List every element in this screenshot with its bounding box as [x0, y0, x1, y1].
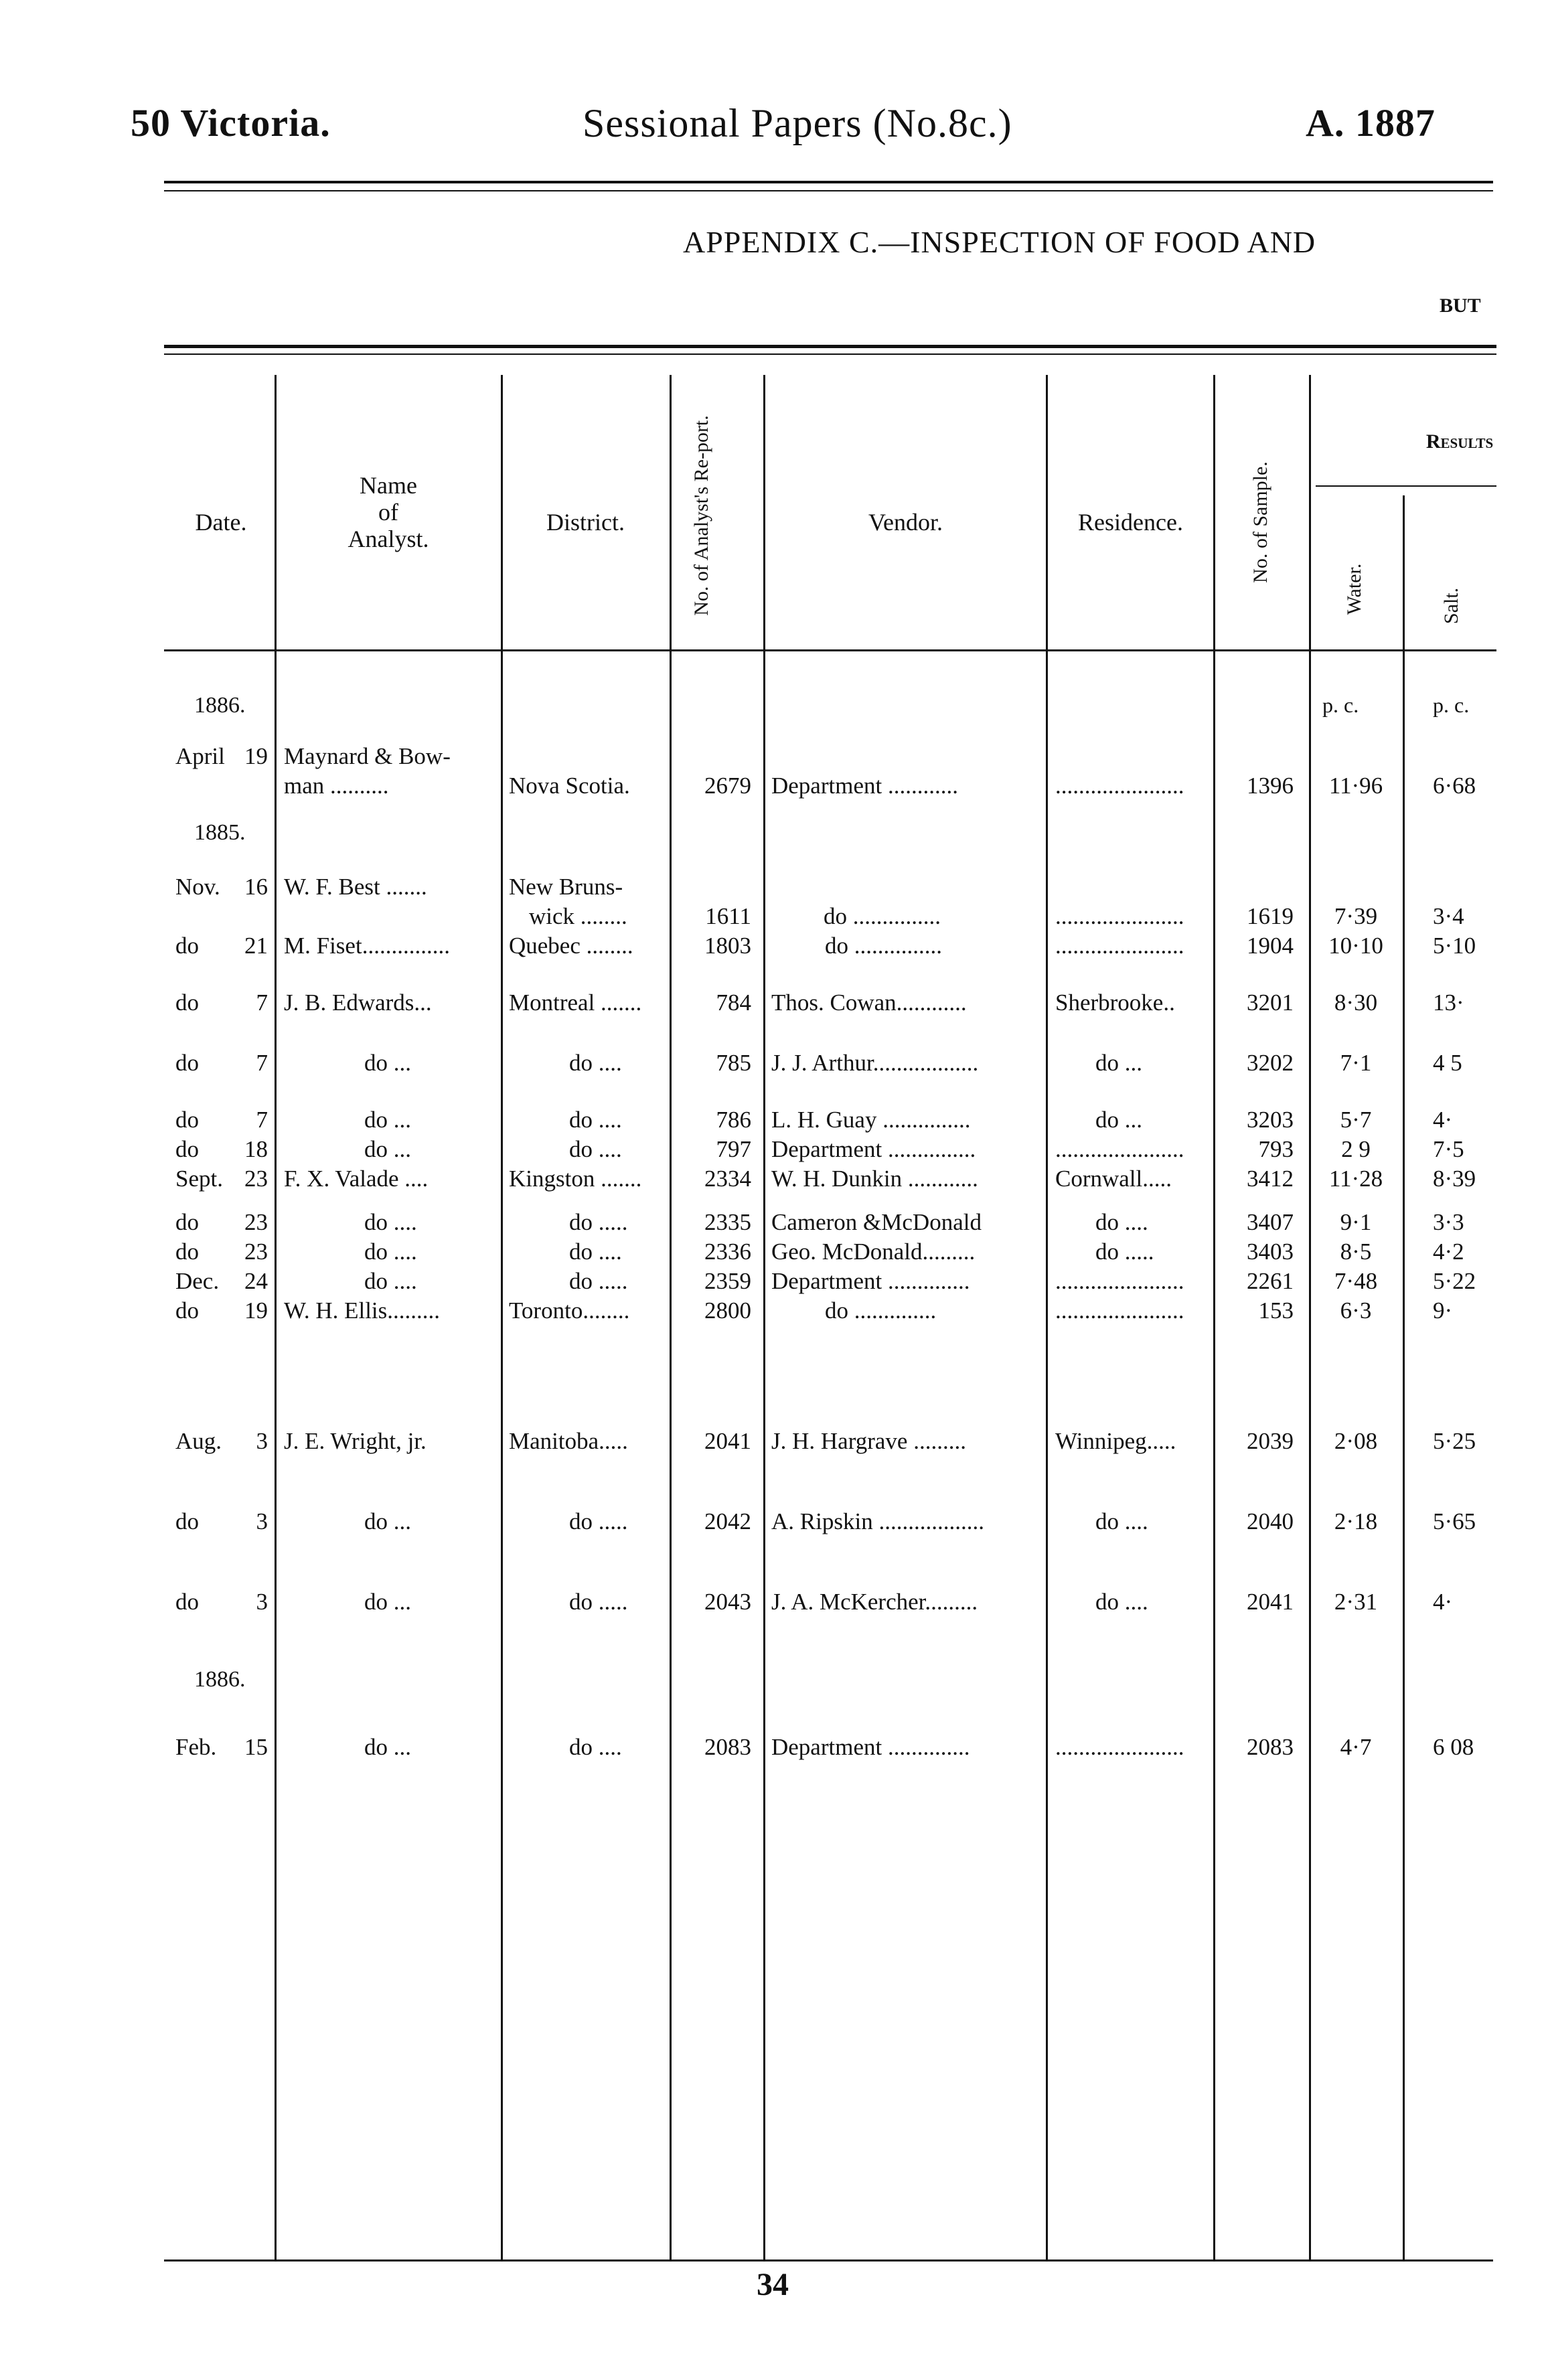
- cell-report: 2083: [704, 1734, 751, 1760]
- cell-analyst: do ...: [364, 1508, 411, 1534]
- running-head-left: 50 Victoria.: [131, 101, 331, 145]
- col-header-water: Water.: [1343, 563, 1365, 615]
- cell-salt: 6·68: [1433, 773, 1476, 799]
- cell-water: 4·7: [1340, 1734, 1372, 1760]
- cell-vendor: Thos. Cowan............: [771, 989, 967, 1016]
- cell-day: 21: [244, 933, 268, 959]
- cell-date: Aug.: [175, 1428, 222, 1454]
- cell-salt: 4·: [1433, 1107, 1453, 1133]
- cell-analyst: do ...: [364, 1050, 411, 1076]
- table-row: [0, 1268, 1546, 1297]
- col-header-analyst-3: Analyst.: [347, 526, 429, 552]
- appendix-title: APPENDIX C.—INSPECTION OF FOOD AND: [683, 225, 1316, 259]
- cell-date: do: [175, 1107, 199, 1133]
- cell-water: 2·08: [1334, 1428, 1378, 1454]
- cell-date: do: [175, 989, 199, 1016]
- cell-residence: do .....: [1095, 1239, 1154, 1265]
- table-row: [0, 1166, 1546, 1195]
- cell-report: 786: [716, 1107, 751, 1133]
- cell-date: Feb.: [175, 1734, 217, 1760]
- running-head-center: Sessional Papers (No.8c.): [583, 101, 1012, 145]
- cell-report: 1803: [704, 933, 751, 959]
- cell-sample: 3201: [1247, 989, 1294, 1016]
- cell-day: 7: [256, 989, 268, 1016]
- cell-salt: 3·4: [1433, 903, 1464, 929]
- col-header-salt: Salt.: [1440, 587, 1462, 625]
- year-1885: 1885.: [194, 820, 246, 845]
- cell-report: 784: [716, 989, 751, 1016]
- cell-water: 2·18: [1334, 1508, 1378, 1534]
- cell-district: Manitoba.....: [509, 1428, 628, 1454]
- cell-analyst: do ....: [364, 1268, 417, 1294]
- cell-day: 7: [256, 1107, 268, 1133]
- col-header-analyst-2: of: [378, 499, 398, 526]
- cell-district: Kingston .......: [509, 1166, 642, 1192]
- cell-date: do: [175, 1239, 199, 1265]
- cell-day: 24: [244, 1268, 268, 1294]
- table-row: [0, 1050, 1546, 1079]
- table-row: [0, 1589, 1546, 1618]
- cell-analyst: Maynard & Bow-: [284, 743, 451, 769]
- cell-residence: ......................: [1055, 1268, 1184, 1294]
- cell-day: 18: [244, 1136, 268, 1162]
- col-header-date: Date.: [195, 509, 247, 536]
- cell-water: 7·48: [1334, 1268, 1378, 1294]
- cell-residence: ......................: [1055, 903, 1184, 929]
- page-number: 34: [757, 2267, 789, 2302]
- cell-sample: 3203: [1247, 1107, 1294, 1133]
- cell-salt: 4·2: [1433, 1239, 1464, 1265]
- cell-sample: 2039: [1247, 1428, 1294, 1454]
- cell-district: do .....: [569, 1268, 628, 1294]
- cell-residence: Sherbrooke..: [1055, 989, 1175, 1016]
- cell-salt: 5·10: [1433, 933, 1476, 959]
- cell-salt: 6 08: [1433, 1734, 1474, 1760]
- cell-vendor: L. H. Guay ...............: [771, 1107, 971, 1133]
- cell-analyst: W. H. Ellis.........: [284, 1297, 441, 1324]
- cell-report: 2335: [704, 1209, 751, 1235]
- cell-day: 7: [256, 1050, 268, 1076]
- cell-report: 2041: [704, 1428, 751, 1454]
- cell-sample: 3412: [1247, 1166, 1294, 1192]
- cell-district: New Bruns-: [509, 874, 623, 900]
- cell-district: Quebec ........: [509, 933, 633, 959]
- cell-date: do: [175, 1050, 199, 1076]
- cell-district: do ....: [569, 1107, 622, 1133]
- cell-residence: do ...: [1095, 1050, 1142, 1076]
- cell-day: 23: [244, 1166, 268, 1192]
- cell-date: do: [175, 1589, 199, 1615]
- cell-vendor: J. H. Hargrave .........: [771, 1428, 966, 1454]
- cell-vendor: Geo. McDonald.........: [771, 1239, 976, 1265]
- cell-salt: 5·22: [1433, 1268, 1476, 1294]
- cell-date: do: [175, 1209, 199, 1235]
- cell-sample: 3407: [1247, 1209, 1294, 1235]
- cell-analyst: do ...: [364, 1136, 411, 1162]
- col-header-results: Results: [1425, 430, 1494, 453]
- cell-vendor: J. J. Arthur..................: [771, 1050, 979, 1076]
- table-row: [0, 1508, 1546, 1538]
- cell-vendor: Department ............: [771, 773, 958, 799]
- header-rule-bottom: [164, 190, 1493, 191]
- table-top-rule-thin: [164, 353, 1496, 355]
- cell-report: 2043: [704, 1589, 751, 1615]
- cell-day: 3: [256, 1589, 268, 1615]
- table-row: [0, 903, 1546, 933]
- cell-day: 23: [244, 1239, 268, 1265]
- cell-day: 19: [244, 743, 268, 769]
- table-row: [0, 1734, 1546, 1763]
- table-row: [0, 933, 1546, 962]
- cell-sample: 153: [1258, 1297, 1294, 1324]
- col-header-district: District.: [546, 509, 625, 536]
- cell-residence: Winnipeg.....: [1055, 1428, 1176, 1454]
- cell-district-cont: wick ........: [529, 903, 627, 929]
- table-row: [0, 1136, 1546, 1166]
- table-row: [0, 1297, 1546, 1327]
- cell-report: 785: [716, 1050, 751, 1076]
- cell-district: Nova Scotia.: [509, 773, 630, 799]
- cell-sample: 1619: [1247, 903, 1294, 929]
- cell-analyst-cont: man ..........: [284, 773, 389, 799]
- cell-report: 2334: [704, 1166, 751, 1192]
- cell-date: do: [175, 1508, 199, 1534]
- cell-report: 2800: [704, 1297, 751, 1324]
- cell-vendor: J. A. McKercher.........: [771, 1589, 978, 1615]
- cell-residence: ......................: [1055, 1136, 1184, 1162]
- cell-report: 1611: [705, 903, 751, 929]
- cell-vendor: do ...............: [825, 933, 942, 959]
- cell-vendor: Department ..............: [771, 1734, 970, 1760]
- cell-date: Sept.: [175, 1166, 223, 1192]
- cell-residence: do ...: [1095, 1107, 1142, 1133]
- cell-water: 7·39: [1334, 903, 1378, 929]
- cell-sample: 1396: [1247, 773, 1294, 799]
- cell-day: 15: [244, 1734, 268, 1760]
- table-row: [0, 989, 1546, 1019]
- cell-analyst: do ...: [364, 1734, 411, 1760]
- cell-analyst: do ....: [364, 1209, 417, 1235]
- cell-salt: 3·3: [1433, 1209, 1464, 1235]
- cell-district: do .....: [569, 1508, 628, 1534]
- cell-sample: 3202: [1247, 1050, 1294, 1076]
- cell-analyst: W. F. Best .......: [284, 874, 427, 900]
- cell-sample: 793: [1258, 1136, 1294, 1162]
- cell-residence: do ....: [1095, 1589, 1148, 1615]
- cell-analyst: do ...: [364, 1589, 411, 1615]
- col-header-analyst-1: Name: [360, 472, 417, 499]
- running-head-right: A. 1887: [1306, 101, 1436, 145]
- cell-salt: 4·: [1433, 1589, 1453, 1615]
- cell-water: 11·96: [1328, 773, 1383, 799]
- results-under-rule: [1316, 485, 1496, 487]
- cell-day: 23: [244, 1209, 268, 1235]
- table-row: [0, 874, 1546, 903]
- cell-sample: 2083: [1247, 1734, 1294, 1760]
- cell-residence: ......................: [1055, 1297, 1184, 1324]
- cell-day: 16: [244, 874, 268, 900]
- cell-analyst: M. Fiset...............: [284, 933, 450, 959]
- cell-district: Montreal .......: [509, 989, 642, 1016]
- cell-salt: 8·39: [1433, 1166, 1476, 1192]
- cell-analyst: F. X. Valade ....: [284, 1166, 429, 1192]
- cell-water: 2 9: [1341, 1136, 1371, 1162]
- cell-date: April: [175, 743, 225, 769]
- cell-salt: 5·65: [1433, 1508, 1476, 1534]
- cell-date: do: [175, 1136, 199, 1162]
- cell-report: 2679: [704, 773, 751, 799]
- header-rule-top: [164, 181, 1493, 183]
- cell-water: 9·1: [1340, 1209, 1372, 1235]
- year-1886-a: 1886.: [194, 693, 246, 718]
- cell-vendor: A. Ripskin ..................: [771, 1508, 984, 1534]
- cell-water: 8·30: [1334, 989, 1378, 1016]
- cell-water: 10·10: [1328, 933, 1383, 959]
- cell-district: Toronto........: [509, 1297, 630, 1324]
- cell-residence: ......................: [1055, 933, 1184, 959]
- cell-water: 11·28: [1328, 1166, 1383, 1192]
- col-header-report: No. of Analyst's Re-port.: [690, 415, 712, 616]
- cell-water: 8·5: [1340, 1239, 1372, 1265]
- table-top-rule: [164, 345, 1496, 348]
- cell-water: 6·3: [1340, 1297, 1372, 1324]
- cell-district: do ....: [569, 1050, 622, 1076]
- cell-date: Nov.: [175, 874, 220, 900]
- cell-district: do ....: [569, 1136, 622, 1162]
- cell-sample: 2041: [1247, 1589, 1294, 1615]
- cell-vendor: Cameron &McDonald: [771, 1209, 982, 1235]
- cell-day: 3: [256, 1508, 268, 1534]
- cell-residence: ......................: [1055, 1734, 1184, 1760]
- table-bottom-rule: [164, 2259, 1493, 2262]
- year-1886-b: 1886.: [194, 1667, 246, 1692]
- cell-salt: 13·: [1433, 989, 1464, 1016]
- cell-salt: 9·: [1433, 1297, 1453, 1324]
- cell-vendor: W. H. Dunkin ............: [771, 1166, 978, 1192]
- cell-day: 19: [244, 1297, 268, 1324]
- cell-date: do: [175, 1297, 199, 1324]
- cell-vendor: Department ..............: [771, 1268, 970, 1294]
- cell-salt: 7·5: [1433, 1136, 1464, 1162]
- cell-analyst: J. E. Wright, jr.: [284, 1428, 427, 1454]
- cell-water: 5·7: [1340, 1107, 1372, 1133]
- cell-residence: Cornwall.....: [1055, 1166, 1172, 1192]
- cell-date: do: [175, 933, 199, 959]
- cell-water: 2·31: [1334, 1589, 1378, 1615]
- cell-sample: 1904: [1247, 933, 1294, 959]
- cell-analyst: J. B. Edwards...: [284, 989, 432, 1016]
- cell-water: 7·1: [1340, 1050, 1372, 1076]
- cell-district: do .....: [569, 1589, 628, 1615]
- cell-salt: 4 5: [1433, 1050, 1462, 1076]
- cell-report: 2359: [704, 1268, 751, 1294]
- cell-date: Dec.: [175, 1268, 220, 1294]
- table-row: [0, 1209, 1546, 1239]
- cell-residence: do ....: [1095, 1508, 1148, 1534]
- cell-report: 2336: [704, 1239, 751, 1265]
- cell-sample: 3403: [1247, 1239, 1294, 1265]
- col-header-residence: Residence.: [1078, 509, 1183, 536]
- cell-vendor: do ...............: [824, 903, 941, 929]
- cell-district: do ....: [569, 1239, 622, 1265]
- cell-sample: 2261: [1247, 1268, 1294, 1294]
- col-header-vendor: Vendor.: [868, 509, 943, 536]
- cell-sample: 2040: [1247, 1508, 1294, 1534]
- appendix-subtitle: BUT: [1440, 295, 1481, 317]
- cell-report: 2042: [704, 1508, 751, 1534]
- cell-district: do .....: [569, 1209, 628, 1235]
- cell-analyst: do ...: [364, 1107, 411, 1133]
- cell-salt: 5·25: [1433, 1428, 1476, 1454]
- cell-vendor: Department ...............: [771, 1136, 976, 1162]
- table-row: [0, 1428, 1546, 1457]
- cell-district: do ....: [569, 1734, 622, 1760]
- cell-vendor: do ..............: [825, 1297, 937, 1324]
- header-bottom-rule: [164, 649, 1496, 651]
- col-header-sample: No. of Sample.: [1249, 461, 1271, 583]
- water-unit: p. c.: [1322, 693, 1359, 717]
- cell-residence: do ....: [1095, 1209, 1148, 1235]
- table-row: [0, 1239, 1546, 1268]
- cell-residence: ......................: [1055, 773, 1184, 799]
- cell-day: 3: [256, 1428, 268, 1454]
- cell-report: 797: [716, 1136, 751, 1162]
- cell-analyst: do ....: [364, 1239, 417, 1265]
- table-row: [0, 1107, 1546, 1136]
- salt-unit: p. c.: [1433, 693, 1470, 717]
